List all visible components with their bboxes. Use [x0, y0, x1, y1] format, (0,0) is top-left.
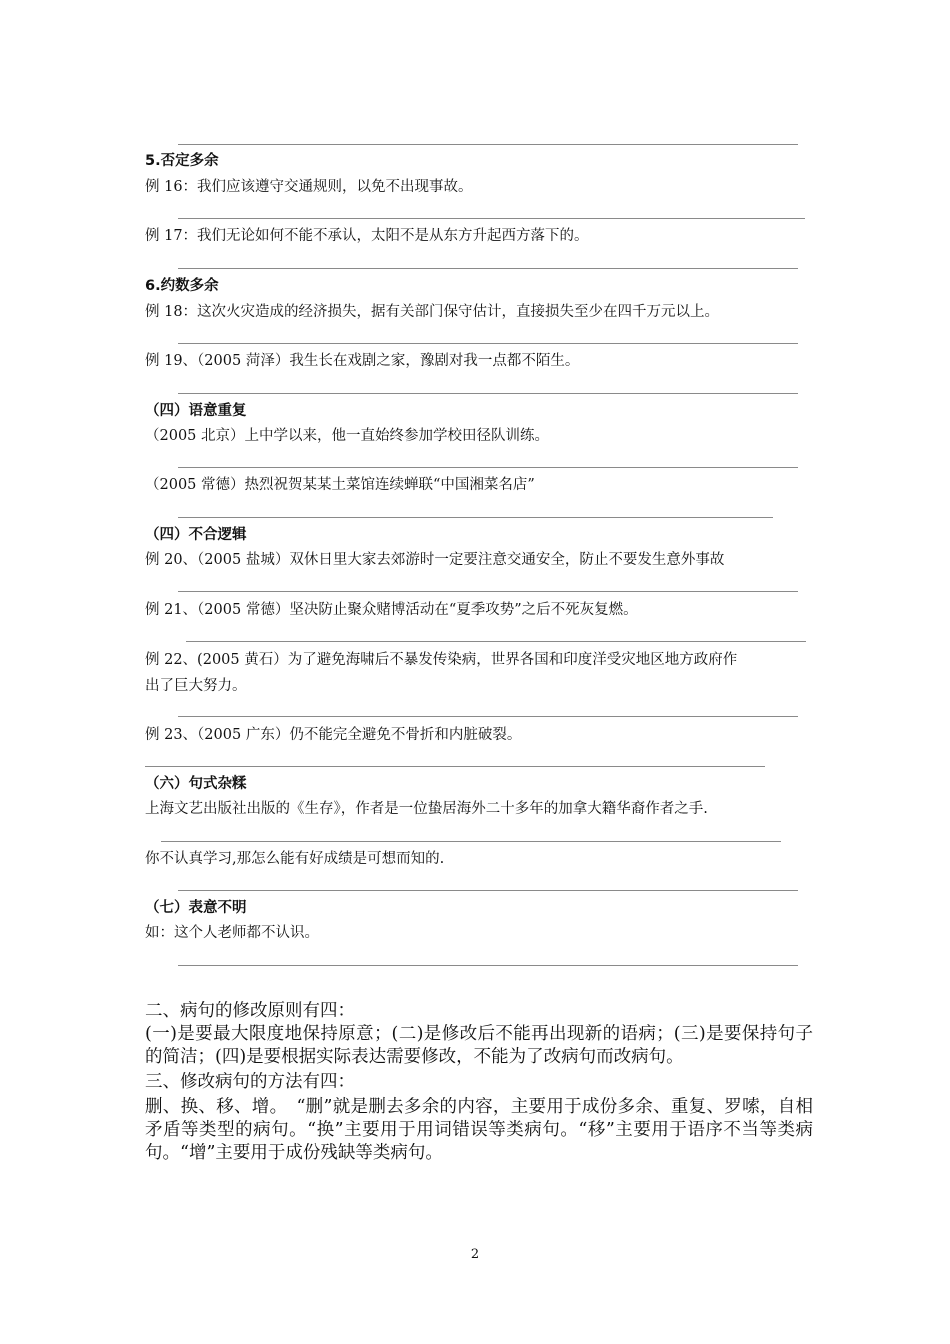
section-heading: （七）表意不明 [145, 900, 247, 916]
answer-line [178, 144, 798, 145]
principles-body: (一)是要最大限度地保持原意；(二)是修改后不能再出现新的语病；(三)是要保持句子的简洁；(四)是要根据实际表达需要修改，不能为了改病句而改病句。 [145, 1024, 813, 1067]
section-heading: （四）语意重复 [145, 403, 247, 419]
example-sentence: 例 23、（2005 广东）仍不能完全避免不骨折和内脏破裂。 [145, 727, 522, 743]
example-sentence: 出了巨大努力。 [145, 678, 247, 694]
answer-line [178, 890, 798, 891]
section-heading: （六）句式杂糅 [145, 776, 247, 792]
answer-line [178, 393, 798, 394]
example-sentence: 例 17：我们无论如何不能不承认，太阳不是从东方升起西方落下的。 [145, 228, 589, 244]
page-number: 2 [470, 1247, 480, 1262]
example-sentence: （2005 常德）热烈祝贺某某土菜馆连续蝉联“中国湘菜名店” [145, 477, 535, 493]
answer-line [178, 965, 798, 966]
answer-line [161, 841, 781, 842]
example-sentence: 如：这个人老师都不认识。 [145, 925, 319, 941]
answer-line [178, 517, 773, 518]
example-sentence: 例 19、（2005 菏泽）我生长在戏剧之家，豫剧对我一点都不陌生。 [145, 353, 580, 369]
example-sentence: 例 22、(2005 黄石）为了避免海啸后不暴发传染病，世界各国和印度洋受灾地区地方政府作 [145, 652, 738, 668]
example-sentence: 例 16：我们应该遵守交通规则，以免不出现事故。 [145, 179, 473, 195]
example-sentence: 例 21、（2005 常德）坚决防止聚众赌博活动在“夏季攻势”之后不死灰复燃。 [145, 602, 638, 618]
section-heading: 6.约数多余 [145, 278, 219, 294]
answer-line [178, 467, 798, 468]
methods-title: 三、修改病句的方法有四： [145, 1072, 355, 1092]
section-heading: （四）不合逻辑 [145, 527, 247, 543]
example-sentence: 上海文艺出版社出版的《生存》，作者是一位蛰居海外二十多年的加拿大籍华裔作者之手. [145, 801, 708, 817]
answer-line [178, 268, 798, 269]
answer-line [178, 716, 798, 717]
example-sentence: 例 18：这次火灾造成的经济损失，据有关部门保守估计，直接损失至少在四千万元以上。 [145, 304, 720, 320]
section-heading: 5.否定多余 [145, 153, 219, 169]
methods-body: 删、换、移、增。 “删”就是删去多余的内容，主要用于成份多余、重复、罗嗦，自相矛盾等类型的病句。“换”主要用于用词错误等类病句。“移”主要用于语序不当等类病句。“增”主要用于成份残缺等类病句。 [145, 1097, 813, 1163]
answer-line [178, 218, 805, 219]
example-sentence: （2005 北京）上中学以来，他一直始终参加学校田径队训练。 [145, 428, 550, 444]
answer-line [178, 343, 798, 344]
answer-line [178, 591, 798, 592]
principles-title: 二、病句的修改原则有四： [145, 1001, 355, 1021]
example-sentence: 你不认真学习,那怎么能有好成绩是可想而知的. [145, 851, 445, 867]
example-sentence: 例 20、（2005 盐城）双休日里大家去郊游时一定要注意交通安全，防止不要发生意外事故 [145, 552, 725, 568]
answer-line [186, 641, 806, 642]
answer-line [145, 766, 765, 767]
